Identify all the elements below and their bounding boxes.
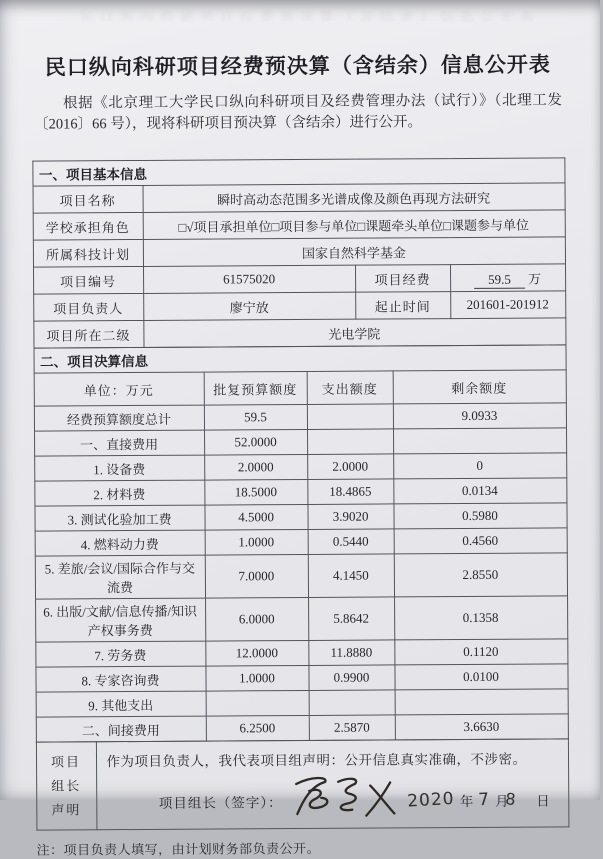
- budget-row: [35, 528, 567, 556]
- budget-row: [34, 403, 566, 431]
- year-label: 年: [460, 790, 474, 810]
- budget-col-approved: 批复预算额度: [204, 371, 307, 405]
- budget-cell-label: 5. 差旅/会议/国际合作与交流费: [35, 555, 205, 599]
- budget-cell-remaining: 0.1120: [394, 639, 567, 665]
- budget-cell-spent: [309, 690, 395, 716]
- budget-cell-spent: 4.1450: [308, 554, 394, 598]
- budget-cell-label: 6. 出版/文献/信息传播/知识产权事务费: [35, 598, 205, 642]
- leader-value: 廖宁放: [143, 292, 355, 320]
- budget-body: [34, 403, 568, 742]
- budget-cell-approved: 7.0000: [205, 554, 308, 598]
- project-number-value: 61575020: [143, 265, 355, 293]
- budget-cell-spent: 3.9020: [307, 504, 393, 530]
- budget-cell-spent: 0.9900: [308, 665, 394, 691]
- budget-cell-label: 经费预算额度总计: [34, 405, 204, 431]
- budget-row: [34, 478, 566, 506]
- intro-paragraph: 根据《北京理工大学民口纵向科研项目及经费管理办法（试行）》（北理工发〔2016〕66 号），现将科研项目预决算（含结余）进行公开。: [34, 90, 562, 135]
- budget-cell-spent: [307, 404, 393, 430]
- budget-cell-label: 2. 材料费: [34, 480, 204, 506]
- declaration-content: [96, 739, 569, 830]
- handwritten-signature: [288, 772, 400, 819]
- budget-cell-approved: 1.0000: [205, 529, 308, 555]
- page-bleed-through: 民口纵向科研项目经费预决算（含结余）信息公开表: [70, 7, 550, 24]
- project-funds-value: [450, 264, 565, 292]
- budget-section-title: 二、项目决算信息: [34, 345, 566, 373]
- budget-cell-spent: 5.8642: [308, 597, 394, 641]
- project-number-label: 项目编号: [33, 266, 143, 294]
- declaration-statement: 作为项目负责人，我代表项目组声明：公开信息真实准确，不涉密。: [106, 747, 559, 770]
- role-label: 学校承担角色: [33, 212, 143, 240]
- program-value: 国家自然科学基金: [143, 237, 565, 267]
- budget-cell-label: 一、直接费用: [34, 430, 204, 456]
- budget-cell-spent: [307, 429, 393, 455]
- budget-row: [35, 639, 567, 667]
- budget-row: [34, 428, 566, 456]
- budget-cell-label: 8. 专家咨询费: [35, 666, 205, 692]
- college-label: 项目所在二级: [33, 320, 143, 348]
- project-name-value: 瞬时高动态范围多光谱成像及颜色再现方法研究: [143, 183, 565, 213]
- budget-row: [34, 503, 566, 531]
- budget-cell-remaining: 3.6630: [395, 714, 568, 740]
- handwritten-day: 8: [505, 789, 518, 809]
- funds-unit: 万: [528, 271, 541, 286]
- signature-line: [107, 781, 560, 820]
- handwritten-month: 7: [478, 790, 491, 811]
- month-label: 月: [495, 790, 509, 810]
- budget-cell-approved: 12.0000: [205, 640, 308, 666]
- period-label: 起止时间: [355, 292, 450, 320]
- budget-cell-approved: [206, 690, 309, 716]
- budget-cell-approved: 6.2500: [206, 715, 309, 741]
- page-title: 民口纵向科研项目经费预决算（含结余）信息公开表: [18, 48, 578, 81]
- budget-cell-label: 7. 劳务费: [35, 641, 205, 667]
- budget-cell-approved: 18.5000: [204, 479, 307, 505]
- budget-cell-remaining: [395, 689, 568, 715]
- budget-cell-approved: 6.0000: [205, 597, 308, 641]
- budget-cell-remaining: 0: [393, 453, 566, 479]
- budget-cell-remaining: [393, 428, 566, 454]
- budget-cell-label: 1. 设备费: [34, 455, 204, 481]
- role-checkbox-value: □√项目承担单位□项目参与单位□课题牵头单位□课题参与单位: [143, 210, 565, 240]
- budget-row: [35, 596, 567, 642]
- budget-cell-remaining: 0.5980: [393, 503, 566, 529]
- budget-col-spent: 支出额度: [307, 371, 393, 405]
- budget-cell-approved: 4.5000: [204, 504, 307, 530]
- budget-cell-approved: 52.0000: [204, 429, 307, 455]
- sign-label: 项目组长（签字）：: [159, 791, 283, 812]
- day-label: 日: [536, 789, 550, 809]
- handwritten-year: 2020: [407, 789, 455, 812]
- budget-cell-remaining: 0.1358: [394, 596, 567, 640]
- budget-cell-spent: 11.8880: [308, 640, 394, 666]
- budget-cell-label: 3. 测试化验加工费: [34, 505, 204, 531]
- budget-cell-spent: 0.5440: [308, 529, 394, 555]
- budget-table: [33, 344, 568, 742]
- footnote: 注：项目负责人填写，由计划财务部负责公开。: [37, 836, 569, 858]
- budget-row: [35, 664, 567, 692]
- leader-label: 项目负责人: [33, 293, 143, 321]
- project-funds-label: 项目经费: [355, 265, 450, 293]
- budget-cell-remaining: 2.8550: [394, 553, 567, 597]
- budget-cell-approved: 1.0000: [205, 665, 308, 691]
- budget-cell-spent: 18.4865: [307, 479, 393, 505]
- basic-info-section-title: 一、项目基本信息: [32, 158, 564, 186]
- period-value: 201601-201912: [450, 291, 565, 319]
- budget-cell-spent: 2.0000: [307, 454, 393, 480]
- budget-col-unit: 单位：万元: [34, 372, 204, 406]
- budget-col-remaining: 剩余额度: [393, 370, 566, 404]
- budget-cell-remaining: 0.0100: [394, 664, 567, 690]
- college-value: 光电学院: [143, 318, 565, 348]
- budget-cell-remaining: 0.0134: [393, 478, 566, 504]
- declaration-label: 项目 组长 声明: [36, 742, 97, 830]
- budget-cell-remaining: 9.0933: [393, 403, 566, 429]
- project-name-label: 项目名称: [33, 185, 143, 213]
- budget-cell-remaining: 0.4560: [394, 528, 567, 554]
- budget-row: [35, 553, 567, 599]
- budget-cell-spent: 2.5870: [309, 715, 395, 741]
- budget-cell-approved: 2.0000: [204, 454, 307, 480]
- budget-cell-approved: 59.5: [204, 404, 307, 430]
- budget-cell-label: 4. 燃料动力费: [35, 530, 205, 556]
- budget-cell-label: 二、间接费用: [36, 716, 206, 742]
- program-label: 所属科技计划: [33, 239, 143, 267]
- basic-info-table: [32, 157, 566, 348]
- declaration-table: [35, 738, 569, 830]
- budget-cell-label: 9. 其他支出: [36, 691, 206, 717]
- funds-amount: 59.5: [474, 271, 525, 288]
- budget-row: [36, 689, 568, 717]
- budget-row: [34, 453, 566, 481]
